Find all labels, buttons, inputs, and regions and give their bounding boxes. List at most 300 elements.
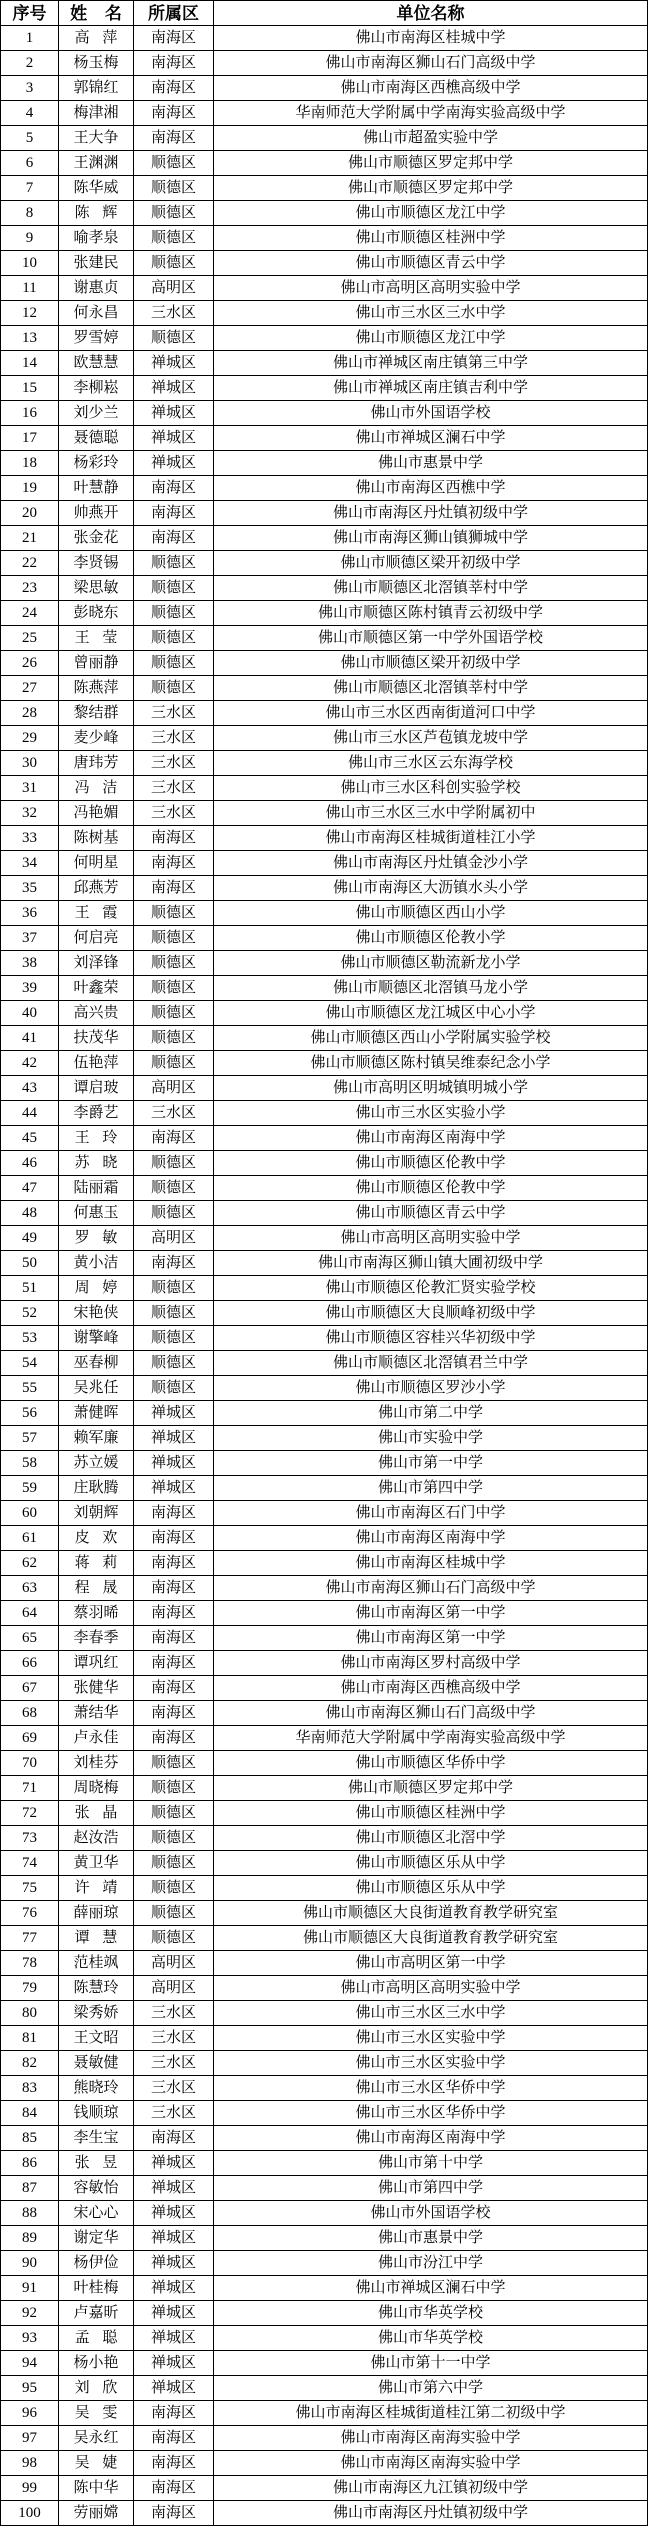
person-name-cell: 张金花	[59, 526, 134, 551]
person-name-cell: 蒋 莉	[59, 1551, 134, 1576]
row-number-cell: 86	[1, 2151, 59, 2176]
unit-name-cell: 佛山市顺德区罗定邦中学	[214, 1776, 648, 1801]
district-cell: 三水区	[134, 2076, 214, 2101]
unit-name-cell: 佛山市顺德区龙江中学	[214, 326, 648, 351]
unit-name-cell: 佛山市南海区狮山镇大圃初级中学	[214, 1251, 648, 1276]
table-row	[1, 1176, 648, 1201]
person-name-cell: 冯艳媚	[59, 801, 134, 826]
person-name-cell: 周晓梅	[59, 1776, 134, 1801]
table-row	[1, 2176, 648, 2201]
district-cell: 三水区	[134, 2051, 214, 2076]
district-cell: 禅城区	[134, 1426, 214, 1451]
row-number-cell: 99	[1, 2476, 59, 2501]
row-number-cell: 1	[1, 26, 59, 51]
row-number-cell: 71	[1, 1776, 59, 1801]
district-cell: 顺德区	[134, 601, 214, 626]
district-cell: 顺德区	[134, 1326, 214, 1351]
person-name-cell: 吴永红	[59, 2426, 134, 2451]
unit-name-cell: 佛山市三水区实验中学	[214, 2051, 648, 2076]
row-number-cell: 54	[1, 1351, 59, 1376]
unit-name-cell: 佛山市顺德区陈村镇青云初级中学	[214, 601, 648, 626]
table-row	[1, 226, 648, 251]
table-row	[1, 926, 648, 951]
row-number-cell: 49	[1, 1226, 59, 1251]
table-row	[1, 1101, 648, 1126]
district-cell: 三水区	[134, 726, 214, 751]
district-cell: 顺德区	[134, 176, 214, 201]
table-row	[1, 276, 648, 301]
table-row	[1, 2001, 648, 2026]
row-number-cell: 13	[1, 326, 59, 351]
district-cell: 顺德区	[134, 1926, 214, 1951]
row-number-cell: 70	[1, 1751, 59, 1776]
person-name-cell: 谭巩红	[59, 1651, 134, 1676]
row-number-cell: 12	[1, 301, 59, 326]
table-row	[1, 1226, 648, 1251]
person-name-cell: 梁秀娇	[59, 2001, 134, 2026]
district-cell: 三水区	[134, 801, 214, 826]
table-row	[1, 2076, 648, 2101]
table-row	[1, 676, 648, 701]
table-row	[1, 1976, 648, 2001]
row-number-cell: 83	[1, 2076, 59, 2101]
table-row	[1, 801, 648, 826]
table-row	[1, 1001, 648, 1026]
district-cell: 南海区	[134, 1726, 214, 1751]
district-cell: 顺德区	[134, 901, 214, 926]
table-row	[1, 1051, 648, 1076]
table-row	[1, 151, 648, 176]
unit-name-cell: 佛山市顺德区青云中学	[214, 251, 648, 276]
person-name-cell: 卢永佳	[59, 1726, 134, 1751]
table-row	[1, 1776, 648, 1801]
unit-name-cell: 佛山市顺德区伦教汇贤实验学校	[214, 1276, 648, 1301]
unit-name-cell: 佛山市南海区狮山石门高级中学	[214, 51, 648, 76]
person-name-cell: 欧慧慧	[59, 351, 134, 376]
unit-name-cell: 佛山市顺德区容桂兴华初级中学	[214, 1326, 648, 1351]
district-cell: 南海区	[134, 526, 214, 551]
person-name-cell: 高兴贵	[59, 1001, 134, 1026]
row-number-cell: 43	[1, 1076, 59, 1101]
row-number-cell: 62	[1, 1551, 59, 1576]
row-number-cell: 48	[1, 1201, 59, 1226]
district-cell: 南海区	[134, 51, 214, 76]
person-name-cell: 张 昱	[59, 2151, 134, 2176]
row-number-cell: 8	[1, 201, 59, 226]
district-cell: 禅城区	[134, 2351, 214, 2376]
unit-name-cell: 佛山市高明区第一中学	[214, 1951, 648, 1976]
unit-name-cell: 佛山市顺德区龙江中学	[214, 201, 648, 226]
unit-name-cell: 佛山市惠景中学	[214, 2226, 648, 2251]
district-cell: 南海区	[134, 2501, 214, 2526]
person-name-cell: 梁思敏	[59, 576, 134, 601]
unit-name-cell: 佛山市南海区第一中学	[214, 1601, 648, 1626]
person-name-cell: 陈中华	[59, 2476, 134, 2501]
unit-name-cell: 佛山市顺德区陈村镇吴维泰纪念小学	[214, 1051, 648, 1076]
district-cell: 顺德区	[134, 326, 214, 351]
person-name-cell: 李爵艺	[59, 1101, 134, 1126]
row-number-cell: 76	[1, 1901, 59, 1926]
header-name: 姓 名	[59, 1, 134, 26]
district-cell: 南海区	[134, 1576, 214, 1601]
table-row	[1, 776, 648, 801]
unit-name-cell: 佛山市南海区南海实验中学	[214, 2451, 648, 2476]
table-row	[1, 751, 648, 776]
table-row	[1, 1401, 648, 1426]
person-name-cell: 苏立媛	[59, 1451, 134, 1476]
person-name-cell: 萧结华	[59, 1701, 134, 1726]
unit-name-cell: 佛山市三水区华侨中学	[214, 2076, 648, 2101]
unit-name-cell: 佛山市南海区桂城中学	[214, 1551, 648, 1576]
unit-name-cell: 佛山市南海区大沥镇水头小学	[214, 876, 648, 901]
table-row	[1, 826, 648, 851]
person-name-cell: 黄卫华	[59, 1851, 134, 1876]
table-row	[1, 1601, 648, 1626]
district-cell: 顺德区	[134, 151, 214, 176]
unit-name-cell: 佛山市顺德区北滘镇君兰中学	[214, 1351, 648, 1376]
person-name-cell: 庄耿腾	[59, 1476, 134, 1501]
district-cell: 顺德区	[134, 1051, 214, 1076]
unit-name-cell: 佛山市外国语学校	[214, 401, 648, 426]
district-cell: 顺德区	[134, 1351, 214, 1376]
row-number-cell: 95	[1, 2376, 59, 2401]
table-row	[1, 551, 648, 576]
table-row	[1, 1551, 648, 1576]
unit-name-cell: 佛山市三水区实验小学	[214, 1101, 648, 1126]
district-cell: 顺德区	[134, 1901, 214, 1926]
table-row	[1, 2451, 648, 2476]
table-row	[1, 1501, 648, 1526]
person-name-cell: 曾丽静	[59, 651, 134, 676]
person-name-cell: 吴 雯	[59, 2401, 134, 2426]
district-cell: 南海区	[134, 126, 214, 151]
district-cell: 顺德区	[134, 1876, 214, 1901]
district-cell: 禅城区	[134, 2176, 214, 2201]
district-cell: 顺德区	[134, 1176, 214, 1201]
row-number-cell: 87	[1, 2176, 59, 2201]
person-name-cell: 薛丽琼	[59, 1901, 134, 1926]
unit-name-cell: 佛山市顺德区桂洲中学	[214, 226, 648, 251]
person-name-cell: 杨小艳	[59, 2351, 134, 2376]
district-cell: 南海区	[134, 2401, 214, 2426]
row-number-cell: 31	[1, 776, 59, 801]
district-cell: 南海区	[134, 1501, 214, 1526]
person-name-cell: 叶鑫荣	[59, 976, 134, 1001]
table-header	[1, 1, 648, 26]
row-number-cell: 36	[1, 901, 59, 926]
person-name-cell: 孟 聪	[59, 2326, 134, 2351]
row-number-cell: 90	[1, 2251, 59, 2276]
person-name-cell: 张健华	[59, 1676, 134, 1701]
district-cell: 禅城区	[134, 2226, 214, 2251]
row-number-cell: 25	[1, 626, 59, 651]
table-row	[1, 1951, 648, 1976]
table-row	[1, 1201, 648, 1226]
district-cell: 顺德区	[134, 1001, 214, 1026]
row-number-cell: 23	[1, 576, 59, 601]
person-name-cell: 刘少兰	[59, 401, 134, 426]
district-cell: 顺德区	[134, 551, 214, 576]
unit-name-cell: 佛山市南海区桂城街道桂江小学	[214, 826, 648, 851]
person-name-cell: 容敏怡	[59, 2176, 134, 2201]
district-cell: 南海区	[134, 1251, 214, 1276]
row-number-cell: 28	[1, 701, 59, 726]
table-row	[1, 1376, 648, 1401]
table-row	[1, 651, 648, 676]
district-cell: 高明区	[134, 1976, 214, 2001]
person-name-cell: 谢惠贞	[59, 276, 134, 301]
district-cell: 禅城区	[134, 2326, 214, 2351]
person-name-cell: 高 萍	[59, 26, 134, 51]
row-number-cell: 85	[1, 2126, 59, 2151]
row-number-cell: 74	[1, 1851, 59, 1876]
unit-name-cell: 佛山市第六中学	[214, 2376, 648, 2401]
row-number-cell: 44	[1, 1101, 59, 1126]
person-name-cell: 赖军廉	[59, 1426, 134, 1451]
person-name-cell: 聂敏健	[59, 2051, 134, 2076]
person-name-cell: 彭晓东	[59, 601, 134, 626]
table-row	[1, 1426, 648, 1451]
table-row	[1, 2476, 648, 2501]
table-row	[1, 2401, 648, 2426]
unit-name-cell: 佛山市南海区西樵中学	[214, 476, 648, 501]
unit-name-cell: 佛山市三水区实验中学	[214, 2026, 648, 2051]
row-number-cell: 56	[1, 1401, 59, 1426]
table-row	[1, 326, 648, 351]
unit-name-cell: 佛山市顺德区大良街道教育教学研究室	[214, 1901, 648, 1926]
district-cell: 禅城区	[134, 401, 214, 426]
district-cell: 南海区	[134, 826, 214, 851]
person-name-cell: 谢定华	[59, 2226, 134, 2251]
unit-name-cell: 佛山市顺德区北滘镇莘村中学	[214, 676, 648, 701]
person-name-cell: 刘桂芬	[59, 1751, 134, 1776]
unit-name-cell: 佛山市南海区第一中学	[214, 1626, 648, 1651]
person-name-cell: 扶茂华	[59, 1026, 134, 1051]
unit-name-cell: 佛山市南海区南海中学	[214, 1526, 648, 1551]
table-row	[1, 1026, 648, 1051]
district-cell: 顺德区	[134, 926, 214, 951]
row-number-cell: 37	[1, 926, 59, 951]
table-row	[1, 1151, 648, 1176]
table-row	[1, 426, 648, 451]
table-row	[1, 176, 648, 201]
row-number-cell: 64	[1, 1601, 59, 1626]
row-number-cell: 69	[1, 1726, 59, 1751]
unit-name-cell: 佛山市顺德区乐从中学	[214, 1876, 648, 1901]
person-name-cell: 巫春柳	[59, 1351, 134, 1376]
district-cell: 顺德区	[134, 951, 214, 976]
person-name-cell: 张 晶	[59, 1801, 134, 1826]
person-name-cell: 邱燕芳	[59, 876, 134, 901]
unit-name-cell: 佛山市汾江中学	[214, 2251, 648, 2276]
table-row	[1, 876, 648, 901]
person-name-cell: 何启亮	[59, 926, 134, 951]
unit-name-cell: 佛山市顺德区桂洲中学	[214, 1801, 648, 1826]
district-cell: 三水区	[134, 776, 214, 801]
unit-name-cell: 佛山市禅城区南庄镇吉利中学	[214, 376, 648, 401]
row-number-cell: 45	[1, 1126, 59, 1151]
district-cell: 高明区	[134, 276, 214, 301]
district-cell: 顺德区	[134, 976, 214, 1001]
district-cell: 南海区	[134, 26, 214, 51]
district-cell: 高明区	[134, 1076, 214, 1101]
table-row	[1, 726, 648, 751]
person-name-cell: 何永昌	[59, 301, 134, 326]
table-row	[1, 2051, 648, 2076]
person-name-cell: 谭 慧	[59, 1926, 134, 1951]
district-cell: 三水区	[134, 2101, 214, 2126]
table-row	[1, 351, 648, 376]
district-cell: 顺德区	[134, 1201, 214, 1226]
row-number-cell: 66	[1, 1651, 59, 1676]
district-cell: 禅城区	[134, 1451, 214, 1476]
unit-name-cell: 佛山市禅城区南庄镇第三中学	[214, 351, 648, 376]
table-row	[1, 1926, 648, 1951]
row-number-cell: 94	[1, 2351, 59, 2376]
row-number-cell: 84	[1, 2101, 59, 2126]
unit-name-cell: 佛山市顺德区伦教小学	[214, 926, 648, 951]
row-number-cell: 75	[1, 1876, 59, 1901]
person-name-cell: 刘朝辉	[59, 1501, 134, 1526]
row-number-cell: 16	[1, 401, 59, 426]
table-row	[1, 1876, 648, 1901]
unit-name-cell: 佛山市南海区石门中学	[214, 1501, 648, 1526]
person-name-cell: 叶桂梅	[59, 2276, 134, 2301]
unit-name-cell: 佛山市顺德区梁开初级中学	[214, 551, 648, 576]
row-number-cell: 65	[1, 1626, 59, 1651]
unit-name-cell: 佛山市顺德区青云中学	[214, 1201, 648, 1226]
unit-name-cell: 华南师范大学附属中学南海实验高级中学	[214, 101, 648, 126]
district-cell: 三水区	[134, 701, 214, 726]
district-cell: 三水区	[134, 301, 214, 326]
table-row	[1, 2326, 648, 2351]
row-number-cell: 34	[1, 851, 59, 876]
row-number-cell: 2	[1, 51, 59, 76]
table-row	[1, 1701, 648, 1726]
unit-name-cell: 华南师范大学附属中学南海实验高级中学	[214, 1726, 648, 1751]
district-cell: 南海区	[134, 1626, 214, 1651]
row-number-cell: 41	[1, 1026, 59, 1051]
table-row	[1, 501, 648, 526]
district-cell: 顺德区	[134, 676, 214, 701]
table-row	[1, 1801, 648, 1826]
unit-name-cell: 佛山市顺德区大良顺峰初级中学	[214, 1301, 648, 1326]
person-name-cell: 皮 欢	[59, 1526, 134, 1551]
row-number-cell: 77	[1, 1926, 59, 1951]
person-name-cell: 陈慧玲	[59, 1976, 134, 2001]
unit-name-cell: 佛山市南海区九江镇初级中学	[214, 2476, 648, 2501]
district-cell: 南海区	[134, 1701, 214, 1726]
row-number-cell: 97	[1, 2426, 59, 2451]
district-cell: 顺德区	[134, 1276, 214, 1301]
person-name-cell: 王 霞	[59, 901, 134, 926]
unit-name-cell: 佛山市顺德区第一中学外国语学校	[214, 626, 648, 651]
unit-name-cell: 佛山市顺德区罗定邦中学	[214, 151, 648, 176]
table-row	[1, 2501, 648, 2526]
row-number-cell: 20	[1, 501, 59, 526]
table-row	[1, 126, 648, 151]
district-cell: 禅城区	[134, 2276, 214, 2301]
row-number-cell: 22	[1, 551, 59, 576]
row-number-cell: 11	[1, 276, 59, 301]
table-body	[1, 26, 648, 2526]
table-row	[1, 1726, 648, 1751]
row-number-cell: 29	[1, 726, 59, 751]
table-row	[1, 2301, 648, 2326]
person-name-cell: 王 玲	[59, 1126, 134, 1151]
header-row	[1, 1, 648, 26]
unit-name-cell: 佛山市顺德区西山小学	[214, 901, 648, 926]
header-unit: 单位名称	[214, 1, 648, 26]
table-row	[1, 201, 648, 226]
unit-name-cell: 佛山市顺德区大良街道教育教学研究室	[214, 1926, 648, 1951]
unit-name-cell: 佛山市南海区丹灶镇初级中学	[214, 2501, 648, 2526]
table-row	[1, 2276, 648, 2301]
person-name-cell: 张建民	[59, 251, 134, 276]
table-row	[1, 101, 648, 126]
unit-name-cell: 佛山市南海区桂城中学	[214, 26, 648, 51]
row-number-cell: 10	[1, 251, 59, 276]
table-row	[1, 601, 648, 626]
person-name-cell: 黄小洁	[59, 1251, 134, 1276]
unit-name-cell: 佛山市顺德区乐从中学	[214, 1851, 648, 1876]
table-row	[1, 901, 648, 926]
person-name-cell: 何明星	[59, 851, 134, 876]
unit-name-cell: 佛山市第一中学	[214, 1451, 648, 1476]
table-row	[1, 2226, 648, 2251]
person-name-cell: 吴 婕	[59, 2451, 134, 2476]
person-name-cell: 冯 洁	[59, 776, 134, 801]
person-name-cell: 苏 晓	[59, 1151, 134, 1176]
table-row	[1, 1301, 648, 1326]
person-name-cell: 唐玮芳	[59, 751, 134, 776]
row-number-cell: 79	[1, 1976, 59, 2001]
person-name-cell: 范桂飒	[59, 1951, 134, 1976]
row-number-cell: 80	[1, 2001, 59, 2026]
row-number-cell: 18	[1, 451, 59, 476]
district-cell: 顺德区	[134, 1776, 214, 1801]
unit-name-cell: 佛山市三水区华侨中学	[214, 2101, 648, 2126]
unit-name-cell: 佛山市超盈实验中学	[214, 126, 648, 151]
row-number-cell: 27	[1, 676, 59, 701]
person-name-cell: 蔡羽晞	[59, 1601, 134, 1626]
row-number-cell: 38	[1, 951, 59, 976]
person-name-cell: 帅燕开	[59, 501, 134, 526]
unit-name-cell: 佛山市南海区狮山镇狮城中学	[214, 526, 648, 551]
table-row	[1, 1076, 648, 1101]
person-name-cell: 陈 辉	[59, 201, 134, 226]
row-number-cell: 21	[1, 526, 59, 551]
unit-name-cell: 佛山市南海区狮山石门高级中学	[214, 1576, 648, 1601]
table-row	[1, 951, 648, 976]
row-number-cell: 50	[1, 1251, 59, 1276]
district-cell: 南海区	[134, 76, 214, 101]
row-number-cell: 51	[1, 1276, 59, 1301]
row-number-cell: 98	[1, 2451, 59, 2476]
person-name-cell: 杨玉梅	[59, 51, 134, 76]
row-number-cell: 93	[1, 2326, 59, 2351]
row-number-cell: 7	[1, 176, 59, 201]
unit-name-cell: 佛山市第十中学	[214, 2151, 648, 2176]
person-name-cell: 李贤锡	[59, 551, 134, 576]
person-name-cell: 李生宝	[59, 2126, 134, 2151]
district-cell: 顺德区	[134, 626, 214, 651]
table-row	[1, 2376, 648, 2401]
unit-name-cell: 佛山市高明区高明实验中学	[214, 1226, 648, 1251]
table-row	[1, 51, 648, 76]
district-cell: 禅城区	[134, 2301, 214, 2326]
district-cell: 禅城区	[134, 2151, 214, 2176]
